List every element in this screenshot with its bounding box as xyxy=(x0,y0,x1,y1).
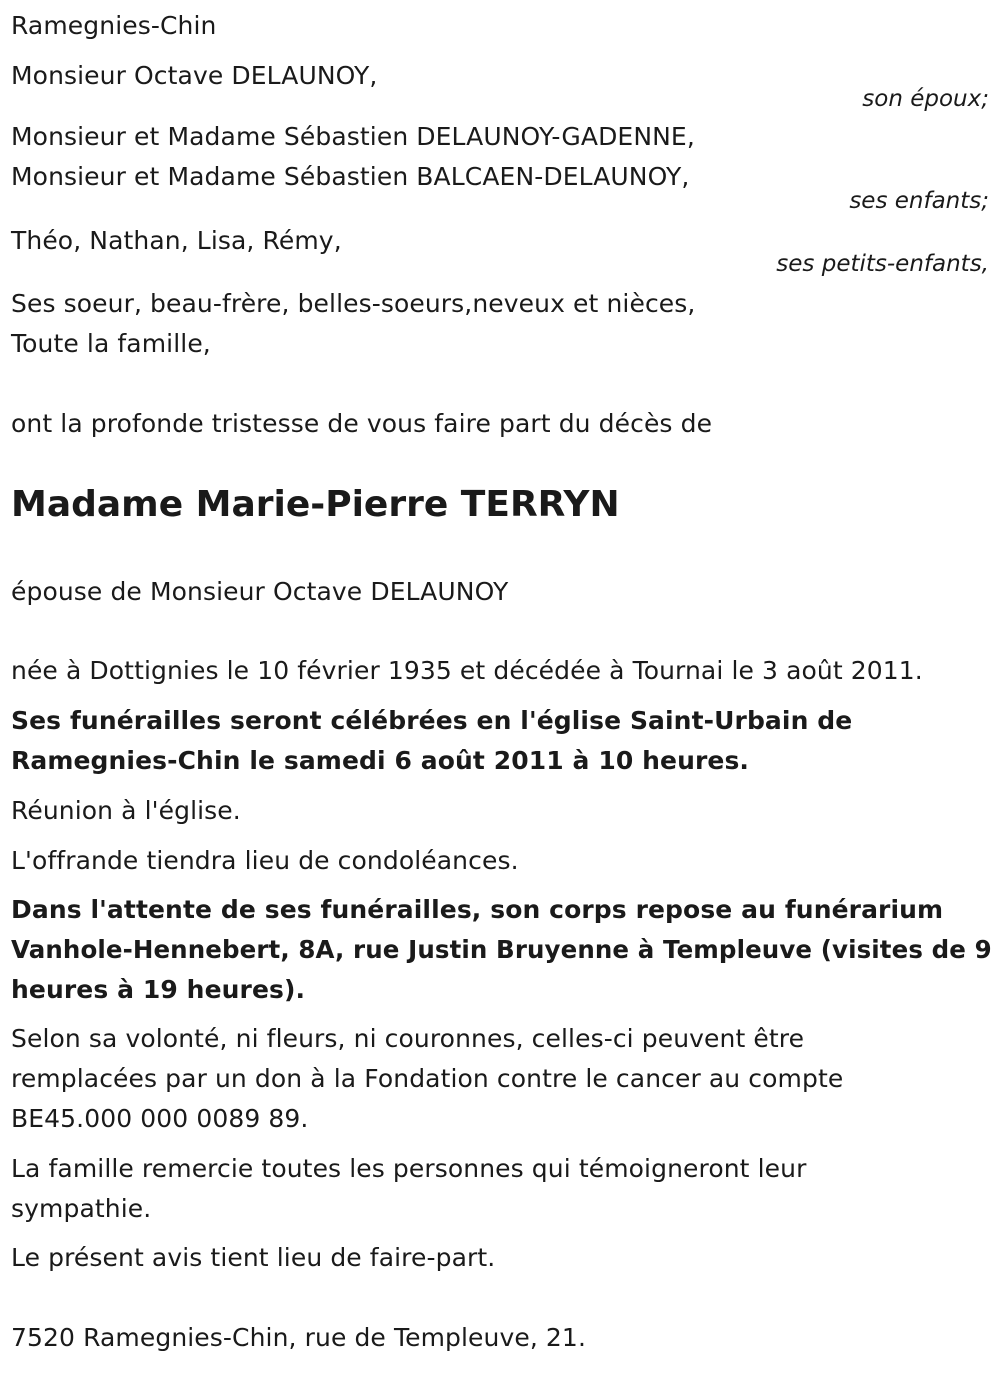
funeral-line-1: Ses funérailles seront célébrées en l'église Saint-Urbain de xyxy=(11,706,853,735)
rest-line-3: heures à 19 heures). xyxy=(11,975,306,1004)
wish-line-2: remplacées par un don à la Fondation contre le cancer au compte xyxy=(11,1064,844,1093)
rest-line-1: Dans l'attente de ses funérailles, son corps repose au funérarium xyxy=(11,895,944,924)
locality-heading: Ramegnies-Chin xyxy=(11,11,217,40)
thanks-line-1: La famille remercie toutes les personnes qui témoigneront leur xyxy=(11,1154,807,1183)
child-line-1: Monsieur et Madame Sébastien DELAUNOY-GADENNE, xyxy=(11,122,695,151)
children-role: ses enfants; xyxy=(849,188,989,214)
spouse-name: Monsieur Octave DELAUNOY, xyxy=(11,61,378,90)
notice-line: Le présent avis tient lieu de faire-part. xyxy=(11,1243,496,1272)
announcement-intro: ont la profonde tristesse de vous faire part du décès de xyxy=(11,409,713,438)
grandchildren-role: ses petits-enfants, xyxy=(776,251,989,277)
wish-line-3: BE45.000 000 0089 89. xyxy=(11,1104,309,1133)
grandchildren-names: Théo, Nathan, Lisa, Rémy, xyxy=(11,226,342,255)
funeral-line-2: Ramegnies-Chin le samedi 6 août 2011 à 10 heures. xyxy=(11,746,750,775)
deceased-name: Madame Marie-Pierre TERRYN xyxy=(11,484,620,525)
spouse-role: son époux; xyxy=(862,86,989,112)
child-line-2: Monsieur et Madame Sébastien BALCAEN-DELAUNOY, xyxy=(11,162,690,191)
thanks-line-2: sympathie. xyxy=(11,1194,152,1223)
rest-line-2: Vanhole-Hennebert, 8A, rue Justin Bruyenne à Templeuve (visites de 9 xyxy=(11,935,992,964)
birth-death-line: née à Dottignies le 10 février 1935 et décédée à Tournai le 3 août 2011. xyxy=(11,656,923,685)
wish-line-1: Selon sa volonté, ni fleurs, ni couronnes, celles-ci peuvent être xyxy=(11,1024,805,1053)
spouse-of-line: épouse de Monsieur Octave DELAUNOY xyxy=(11,577,509,606)
other-family-line-2: Toute la famille, xyxy=(11,329,211,358)
offering-line: L'offrande tiendra lieu de condoléances. xyxy=(11,846,519,875)
address-line: 7520 Ramegnies-Chin, rue de Templeuve, 21. xyxy=(11,1323,586,1352)
meeting-line: Réunion à l'église. xyxy=(11,796,241,825)
other-family-line-1: Ses soeur, beau-frère, belles-soeurs,neveux et nièces, xyxy=(11,289,696,318)
